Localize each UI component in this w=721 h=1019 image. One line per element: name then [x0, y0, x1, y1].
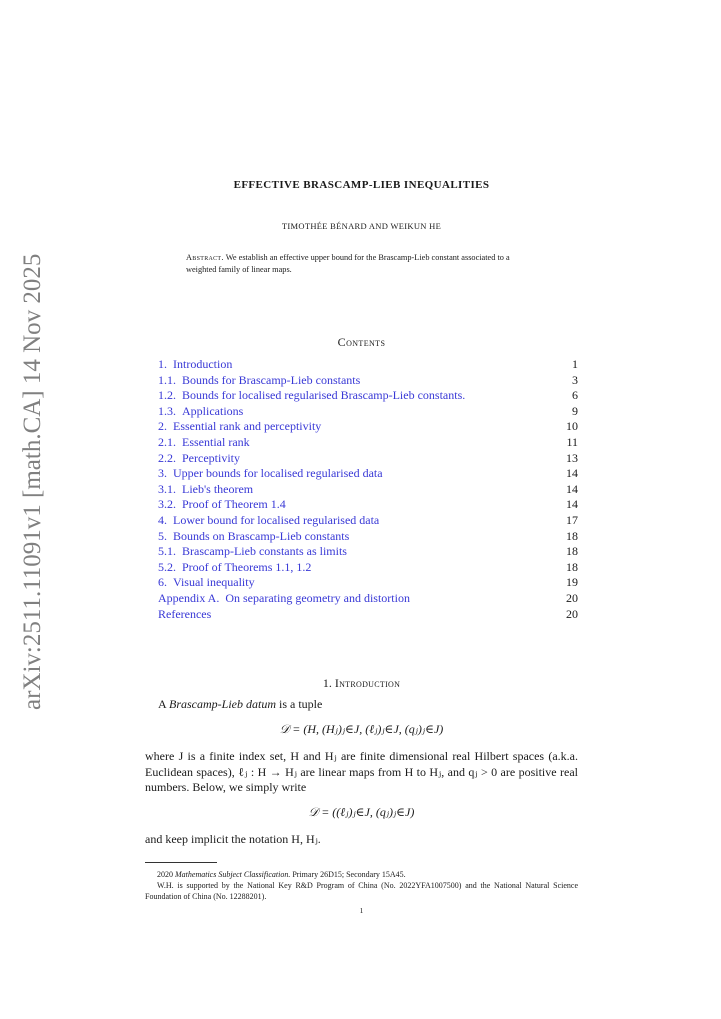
toc-entry[interactable]: [158, 591, 578, 607]
toc-entry-number[interactable]: 6.: [158, 575, 167, 590]
toc-entry-label[interactable]: Visual inequality: [173, 575, 255, 590]
toc-entry-page: 11: [566, 434, 578, 449]
paragraph-datum-explanation: where J is a finite index set, H and Hⱼ are finite dimensional real Hilbert spaces (a.k.a. Euclidean spaces), ℓⱼ : H → Hⱼ are linear maps from H to Hⱼ, and qⱼ > 0 are positive real numbers. Below, we simply write: [145, 749, 578, 794]
section-heading-introduction: [145, 676, 578, 691]
footnote-msc: [145, 869, 578, 880]
toc-entry-number[interactable]: 2.: [158, 419, 167, 434]
toc-entry[interactable]: [158, 388, 578, 404]
toc-entry-label[interactable]: Proof of Theorems 1.1, 1.2: [182, 559, 312, 574]
toc-entry-page: 14: [566, 466, 578, 481]
toc-entry-label[interactable]: Bounds for localised regularised Brascamp-Lieb constants.: [182, 388, 466, 403]
toc-entry[interactable]: [158, 404, 578, 420]
section-number: 1.: [322, 676, 332, 690]
toc-entry[interactable]: [158, 435, 578, 451]
page-number: 1: [359, 906, 364, 915]
paper-authors: TIMOTHÉE BÉNARD AND WEIKUN HE: [281, 221, 442, 231]
toc-entry-label[interactable]: Bounds for Brascamp-Lieb constants: [182, 372, 361, 387]
toc-entry[interactable]: [158, 357, 578, 373]
table-of-contents: [158, 357, 578, 622]
text-run: Primary 26D15; Secondary 15A45.: [290, 870, 406, 879]
toc-entry-number[interactable]: 1.2.: [158, 388, 176, 403]
toc-entry-label[interactable]: On separating geometry and distortion: [225, 590, 410, 605]
text-run: Mathematics Subject Classification.: [175, 870, 291, 879]
toc-entry-number[interactable]: 3.1.: [158, 481, 176, 496]
contents-title: Contents: [337, 335, 386, 349]
equation-datum-full: [145, 722, 578, 737]
toc-entry[interactable]: [158, 513, 578, 529]
arxiv-id-text: arXiv:2511.11091v1 [math.CA] 14 Nov 2025: [19, 253, 46, 710]
toc-entry-label[interactable]: Perceptivity: [182, 450, 240, 465]
toc-entry-page: 18: [566, 528, 578, 543]
toc-entry[interactable]: [158, 482, 578, 498]
paragraph-implicit-notation: and keep implicit the notation H, Hⱼ.: [145, 832, 321, 846]
toc-entry-number[interactable]: 5.2.: [158, 559, 176, 574]
toc-entry[interactable]: [158, 544, 578, 560]
abstract: [186, 252, 538, 275]
paper-title: EFFECTIVE BRASCAMP-LIEB INEQUALITIES: [233, 179, 490, 191]
toc-entry-label[interactable]: Bounds on Brascamp-Lieb constants: [173, 528, 350, 543]
toc-entry-page: 6: [572, 388, 578, 403]
toc-entry-number[interactable]: 2.2.: [158, 450, 176, 465]
toc-entry-page: 13: [566, 450, 578, 465]
toc-entry-number[interactable]: 5.1.: [158, 544, 176, 559]
toc-entry-page: 20: [566, 606, 578, 621]
defined-term: Brascamp-Lieb datum: [169, 697, 277, 711]
toc-entry-page: 20: [566, 590, 578, 605]
toc-entry-page: 3: [572, 372, 578, 387]
toc-entry[interactable]: [158, 607, 578, 623]
toc-entry[interactable]: [158, 575, 578, 591]
text-run: 2020: [157, 870, 175, 879]
abstract-text: We establish an effective upper bound for the Brascamp-Lieb constant associated to a weighted family of linear maps.: [186, 253, 510, 274]
toc-entry-label[interactable]: Essential rank and perceptivity: [173, 419, 322, 434]
toc-entry-number[interactable]: References: [158, 606, 212, 621]
toc-entry-label[interactable]: Applications: [182, 403, 244, 418]
toc-entry-number[interactable]: 4.: [158, 512, 167, 527]
toc-entry-number[interactable]: Appendix A.: [158, 590, 220, 605]
toc-entry[interactable]: [158, 560, 578, 576]
section-title: Introduction: [334, 676, 401, 690]
abstract-label: Abstract.: [186, 253, 224, 262]
toc-entry[interactable]: [158, 466, 578, 482]
toc-entry-number[interactable]: 1.: [158, 357, 167, 371]
toc-entry-number[interactable]: 2.1.: [158, 434, 176, 449]
toc-entry[interactable]: [158, 529, 578, 545]
equation-datum-short: [145, 805, 578, 820]
toc-entry-number[interactable]: 5.: [158, 528, 167, 543]
toc-entry[interactable]: [158, 451, 578, 467]
toc-entry-number[interactable]: 3.: [158, 466, 167, 481]
toc-entry-page: 1: [572, 357, 578, 371]
footnotes: [145, 869, 578, 903]
toc-entry-label[interactable]: Upper bounds for localised regularised data: [173, 466, 383, 481]
toc-entry[interactable]: [158, 419, 578, 435]
text-run: A: [158, 697, 170, 711]
equation-text: 𝒟 = ((ℓⱼ)ⱼ∈J, (qⱼ)ⱼ∈J): [308, 805, 415, 819]
toc-entry-label[interactable]: Introduction: [173, 357, 233, 371]
toc-entry-label[interactable]: Essential rank: [182, 434, 250, 449]
toc-entry-number[interactable]: 3.2.: [158, 497, 176, 512]
toc-entry-page: 19: [566, 575, 578, 590]
toc-entry-number[interactable]: 1.3.: [158, 403, 176, 418]
toc-entry-page: 17: [566, 512, 578, 527]
footnote-funding: W.H. is supported by the National Key R&D Program of China (No. 2022YFA1007500) and the National Natural Science Foundation of China (No. 12288201).: [145, 881, 578, 902]
toc-entry-label[interactable]: Lieb's theorem: [182, 481, 254, 496]
toc-entry[interactable]: [158, 373, 578, 389]
toc-entry-page: 18: [566, 559, 578, 574]
toc-entry-page: 14: [566, 481, 578, 496]
toc-entry-page: 10: [566, 419, 578, 434]
toc-entry-page: 14: [566, 497, 578, 512]
toc-entry-label[interactable]: Proof of Theorem 1.4: [182, 497, 286, 512]
toc-entry-label[interactable]: Brascamp-Lieb constants as limits: [182, 544, 347, 559]
toc-entry-label[interactable]: Lower bound for localised regularised data: [173, 512, 380, 527]
toc-entry[interactable]: [158, 497, 578, 513]
paragraph-datum-definition: [158, 697, 578, 713]
equation-text: 𝒟 = (H, (Hⱼ)ⱼ∈J, (ℓⱼ)ⱼ∈J, (qⱼ)ⱼ∈J): [279, 722, 444, 736]
footnote-rule: [145, 862, 217, 863]
toc-entry-page: 9: [572, 403, 578, 418]
toc-entry-page: 18: [566, 544, 578, 559]
toc-entry-number[interactable]: 1.1.: [158, 372, 176, 387]
text-run: is a tuple: [276, 697, 323, 711]
